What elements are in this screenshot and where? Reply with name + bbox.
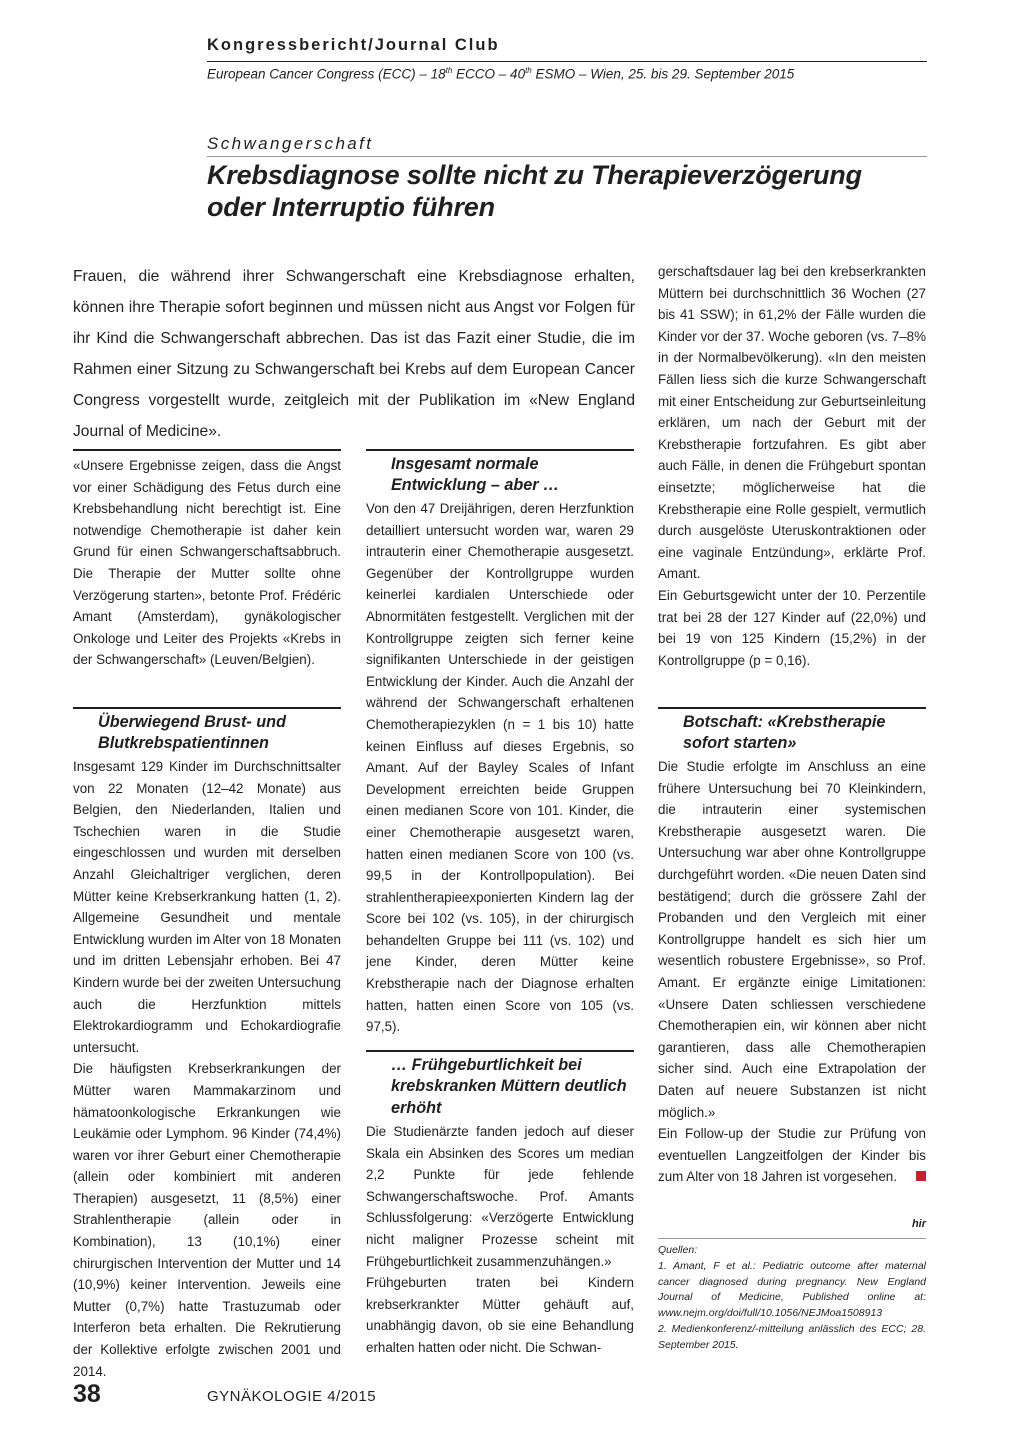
page-number: 38 xyxy=(73,1380,101,1408)
column-3 xyxy=(658,261,926,671)
subheading: Überwiegend Brust- und Blutkrebspatientinnen xyxy=(98,713,286,753)
end-of-article-icon xyxy=(916,1171,926,1181)
column-2-cont xyxy=(366,1121,634,1359)
paragraph: Die häufigsten Krebserkrankungen der Mütter waren Mammakarzinom und hämatoonkologische Erkrankungen wie Leukämie oder Lymphom. 96 Kinder (74,4%) waren vor ihrer Geburt einer Chemotherapie (allein oder kombiniert mit anderen Therapien) ausgesetzt, 11 (8,5%) einer Strahlentherapie (allein oder in Kombination), 13 (10,1%) einer chirurgischen Intervention der Mutter und 14 (10,9%) keiner Intervention. Jeweils eine Mutter (0,7%) hatte Trastuzumab oder Interferon beta erhalten. Die Rekrutierung der Kollektive erfolgte zwischen 2001 und 2014. xyxy=(73,1061,341,1379)
subheading: … Frühgeburtlichkeit bei krebskranken Müttern deutlich erhöht xyxy=(391,1056,627,1117)
lead-divider xyxy=(73,449,341,451)
paragraph: Ein Geburtsgewicht unter der 10. Perzentile trat bei 28 der 127 Kinder auf (22,0%) und bei 19 von 125 Kindern (15,2%) in der Kontrollgruppe (p = 0,16). xyxy=(658,587,926,668)
column-3-cont xyxy=(658,756,926,1188)
section-header: Kongressbericht/Journal Club xyxy=(207,36,500,54)
header-rule xyxy=(207,61,927,62)
subhead-rule xyxy=(366,449,634,451)
reference-item: 2. Medienkonferenz/-mitteilung anlässlich des ECC; 28. September 2015. xyxy=(658,1322,926,1351)
article-lead: Frauen, die während ihrer Schwangerschaft eine Krebsdiagnose erhalten, können ihre Therapie sofort beginnen und müssen nicht aus Angst vor Folgen für ihr Kind die Schwangerschaft abbrechen. Das ist das Fazit einer Studie, die im Rahmen einer Sitzung zu Schwangerschaft bei Krebs auf dem European Cancer Congress vorgestellt wurde, zeitgleich mit der Publikation im «New England Journal of Medicine». xyxy=(73,268,635,440)
sources-rule xyxy=(658,1238,926,1239)
paragraph: Von den 47 Dreijährigen, deren Herzfunktion detailliert untersucht worden war, waren 29 intrauterin einer Chemotherapie ausgesetzt. Gegenüber der Kontrollgruppe wurden keinerlei kardialen Unterschiede oder Abnormitäten festgestellt. Verglichen mit der Kontrollgruppe zeigten sich ferner keine signifikanten Unterschiede in der geistigen Entwicklung der Kinder. Auch die Anzahl der während der Schwangerschaft erhaltenen Chemotherapiezyklen (n = 1 bis 10) hatte keinen Einfluss auf dieses Ergebnis, so Amant. Auf der Bayley Scales of Infant Development erreichten beide Gruppen einen medianen Score von 101. Kinder, die einer Chemotherapie ausgesetzt waren, hatten einen medianen Score von 100 (vs. 99,5 in der Kontrollpopulation). Bei strahlentherapieexponierten Kindern lag der Score bei 102 (vs. 105), in der chirurgisch behandelten Gruppe bei 111 (vs. 102) und jene Kinder, deren Mütter keine Krebstherapie nach der Diagnose erhalten hatten, hatten einen Score von 105 (vs. 97,5). xyxy=(366,501,634,1035)
subhead-rule xyxy=(73,707,341,709)
column-2 xyxy=(366,498,634,1038)
sources-label: Quellen: xyxy=(658,1244,698,1256)
article-title xyxy=(207,159,927,223)
paragraph: «Unsere Ergebnisse zeigen, dass die Angst vor einer Schädigung des Fetus durch eine Krebsbehandlung nicht berechtigt ist. Eine notwendige Chemotherapie ist daher kein Grund für einen Schwangerschaftsabbruch. Die Therapie der Mutter sollte ohne Verzögerung starten», betonte Prof. Frédéric Amant (Amsterdam), gynäkologischer Onkologe und Leiter des Projekts «Krebs in der Schwangerschaft» (Leuven/Belgien). xyxy=(73,458,341,668)
subheading: Botschaft: «Krebstherapie sofort starten» xyxy=(683,713,886,753)
paragraph: Frühgeburten traten bei Kindern krebserkrankter Mütter gehäuft auf, unabhängig davon, ob sie eine Behandlung erhalten hatten oder nicht. Die Schwan- xyxy=(366,1275,634,1355)
author-initials: hir xyxy=(911,1218,926,1230)
journal-issue: GYNÄKOLOGIE 4/2015 xyxy=(207,1388,377,1405)
column-1-cont xyxy=(73,756,341,1382)
congress-subtitle: European Cancer Congress (ECC) – 18th ECCO – 40th ESMO – Wien, 25. bis 29. September 2015 xyxy=(207,66,795,82)
paragraph: Ein Follow-up der Studie zur Prüfung von eventuellen Langzeitfolgen der Kinder bis zum Alter von 18 Jahren ist vorgesehen. xyxy=(658,1126,926,1185)
title-line-2: oder Interruptio führen xyxy=(207,192,495,222)
subhead-rule xyxy=(658,707,926,709)
paragraph: Die Studie erfolgte im Anschluss an eine frühere Untersuchung bei 70 Kleinkindern, die intrauterin einer systemischen Krebstherapie ausgesetzt waren. Die Untersuchung war aber ohne Kontrollgruppe durchgeführt worden. «Die neuen Daten sind bestätigend; durch die grössere Zahl der Probanden und den Vergleich mit einer Kontrollgruppe handelt es sich hier um wesentlich robustere Ergebnisse», so Prof. Amant. Er ergänzte einige Limitationen: «Unsere Daten schliessen verschiedene Chemotherapien ein, wir können aber nicht garantieren, dass alle Chemotherapien sicher sind. Auch eine Extrapolation der Daten auf neuere Substanzen ist nicht möglich.» xyxy=(658,759,926,1120)
subhead-rule xyxy=(366,1050,634,1052)
rubric-rule xyxy=(207,156,927,157)
sources xyxy=(658,1243,926,1354)
paragraph: gerschaftsdauer lag bei den krebserkrankten Müttern bei durchschnittlich 36 Wochen (27 bis 41 SSW); in 61,2% der Fälle wurden die Kinder vor der 37. Woche geboren (vs. 7–8% in der Normalbevölkerung). «In den meisten Fällen liess sich die kurze Schwangerschaft mit einer Entscheidung zur Geburtseinleitung erklären, um nach der Geburt mit der Krebstherapie fortzufahren. Es gibt aber auch Fälle, in denen die Frühgeburt spontan einsetzte; möglicherweise hat die Krebstherapie eine Rolle gespielt, vermutlich durch ausgelöste Uteruskontraktionen oder eine vaginale Entzündung», erklärte Prof. Amant. xyxy=(658,264,926,582)
title-line-1: Krebsdiagnose sollte nicht zu Therapieverzögerung xyxy=(207,160,862,190)
reference-item: 1. Amant, F et al.: Pediatric outcome after maternal cancer diagnosed during pregnancy. New England Journal of Medicine, Published online at: www.nejm.org/doi/full/10.1056/NEJMoa1508913 xyxy=(658,1259,926,1320)
column-1 xyxy=(73,455,341,671)
paragraph: Die Studienärzte fanden jedoch auf dieser Skala ein Absinken des Scores um median 2,2 Punkte für jede fehlende Schwangerschaftswoche. Prof. Amants Schlussfolgerung: «Verzögerte Entwicklung nicht maligner Prozesse scheint mit Frühgeburtlichkeit zusammenzuhängen.» xyxy=(366,1124,634,1269)
subheading: Insgesamt normale Entwicklung – aber … xyxy=(391,455,560,495)
article-rubric: Schwangerschaft xyxy=(207,134,374,153)
paragraph: Insgesamt 129 Kinder im Durchschnittsalter von 22 Monaten (12–42 Monate) aus Belgien, den Niederlanden, Italien und Tschechien waren in die Studie eingeschlossen und wurden mit derselben Anzahl Gleichaltriger verglichen, deren Mütter keine Krebserkrankung hatten (1, 2). Allgemeine Gesundheit und mentale Entwicklung wurden im Alter von 18 Monaten und im dritten Lebensjahr erhoben. Bei 47 Kindern wurde bei der zweiten Untersuchung auch die Herzfunktion mittels Elektrokardiogramm und Echokardiografie untersucht. xyxy=(73,759,341,1055)
